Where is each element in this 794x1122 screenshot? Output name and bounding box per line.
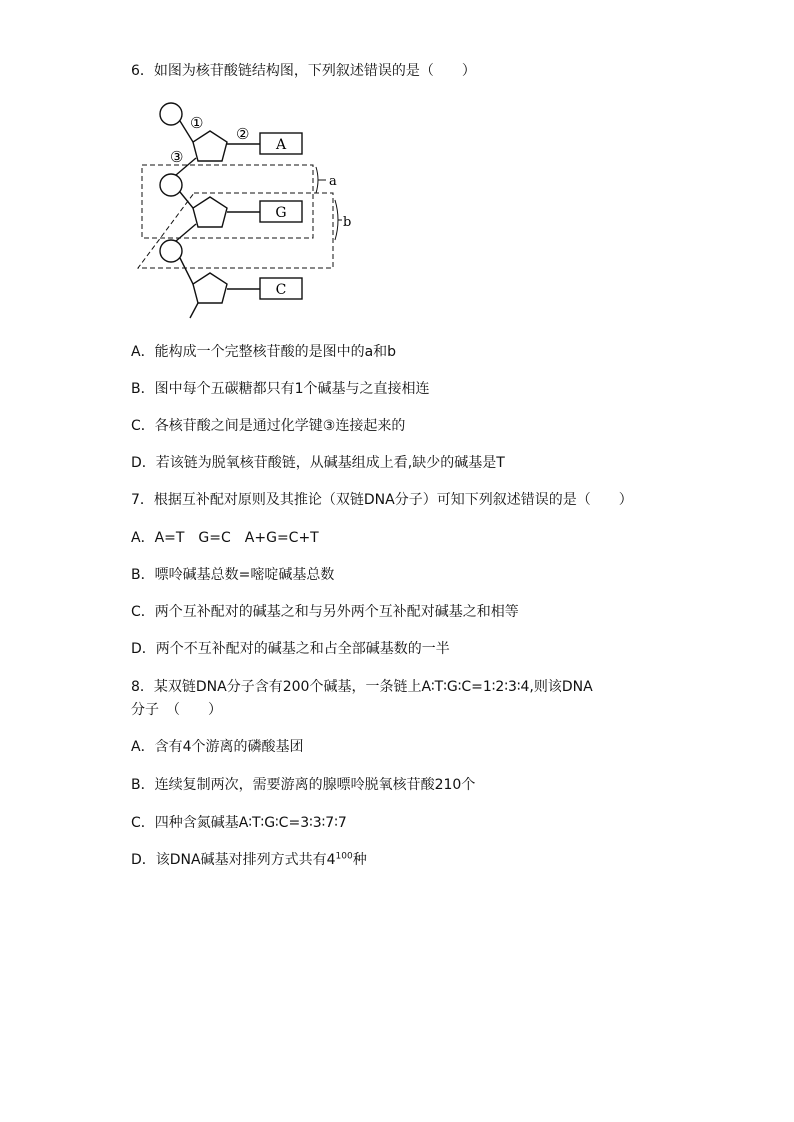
dashed-region-b — [138, 193, 333, 268]
q8-option-b: B．连续复制两次，需要游离的腺嘌呤脱氧核苷酸210个 — [131, 777, 476, 793]
marker-bond-1: ① — [190, 114, 204, 132]
phosphate-circle-2 — [160, 174, 182, 196]
pentose-sugar-3 — [193, 273, 227, 303]
phosphate-circle-1 — [160, 103, 182, 125]
label-a: a — [329, 174, 337, 189]
base-label-g: G — [275, 205, 287, 221]
q8-option-d — [131, 850, 367, 870]
q8-option-a: A．含有4个游离的磷酸基团 — [131, 739, 304, 755]
q7-stem: 7．根据互补配对原则及其推论（双链DNA分子）可知下列叙述错误的是（ ） — [131, 492, 633, 508]
q7-option-d: D．两个不互补配对的碱基之和占全部碱基数的一半 — [131, 641, 450, 657]
q8-option-d-suffix: 种 — [352, 852, 367, 868]
q8-option-d-text: D．该DNA碱基对排列方式共有4 — [131, 852, 336, 868]
pentose-sugar-2 — [193, 197, 227, 227]
marker-bond-3: ③ — [170, 148, 184, 166]
q8-stem-line1: 8．某双链DNA分子含有200个碱基，一条链上A∶T∶G∶C=1∶2∶3∶4,则该DNA — [131, 679, 593, 695]
q6-option-c: C．各核苷酸之间是通过化学键③连接起来的 — [131, 418, 406, 434]
nucleotide-chain-diagram — [130, 96, 360, 328]
q8-option-c: C．四种含氮碱基A∶T∶G∶C=3∶3∶7∶7 — [131, 815, 347, 831]
label-b: b — [343, 215, 352, 230]
q7-option-c: C．两个互补配对的碱基之和与另外两个互补配对碱基之和相等 — [131, 604, 519, 620]
q6-option-a: A．能构成一个完整核苷酸的是图中的a和b — [131, 344, 397, 360]
phosphate-circle-3 — [160, 240, 182, 262]
q8-option-d-exponent: 100 — [335, 851, 353, 862]
base-label-c: C — [275, 282, 287, 298]
q8-stem-line2: 分子 （ ） — [131, 702, 222, 718]
q7-option-a: A．A=T G=C A+G=C+T — [131, 530, 319, 546]
pentose-sugar-1 — [193, 131, 227, 161]
marker-bond-2: ② — [236, 125, 250, 143]
base-label-a: A — [275, 137, 287, 153]
q6-option-d: D．若该链为脱氧核苷酸链，从碱基组成上看,缺少的碱基是T — [131, 455, 505, 471]
q6-stem: 6．如图为核苷酸链结构图，下列叙述错误的是（ ） — [131, 63, 476, 79]
q6-option-b: B．图中每个五碳糖都只有1个碱基与之直接相连 — [131, 381, 430, 397]
q7-option-b: B．嘌呤碱基总数=嘧啶碱基总数 — [131, 567, 335, 583]
